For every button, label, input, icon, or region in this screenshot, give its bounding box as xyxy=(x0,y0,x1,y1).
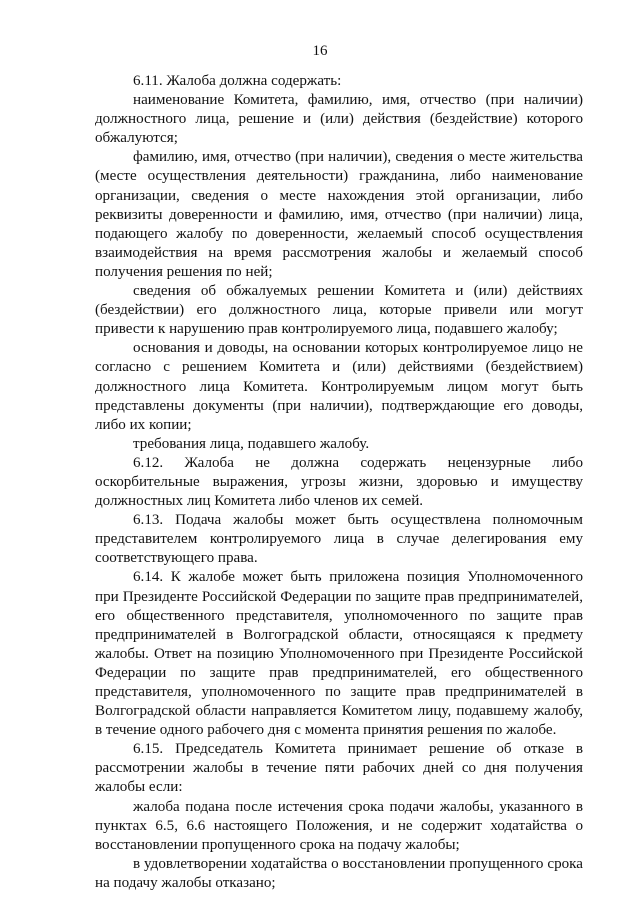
paragraph-grounds: основания и доводы, на основании которых контролируемое лицо не согласно с решением Комитета и (или) действиями (бездействием) должностного лица Комитета. Контролируемым лицом могут быть представлены документы (при наличии), подтверждающие его доводы, либо их копии; xyxy=(95,340,583,433)
paragraph-late-filing: жалоба подана после истечения срока подачи жалобы, указанного в пунктах 6.5, 6.6 настоящего Положения, и не содержит ходатайства о восстановлении пропущенного срока на подачу жалобы; xyxy=(95,798,583,853)
paragraph-6-13: 6.13. Подача жалобы может быть осуществлена полномочным представителем контролируемого лица в случае делегирования ему соответствующего права. xyxy=(95,512,583,567)
paragraph-6-11: 6.11. Жалоба должна содержать: xyxy=(133,73,342,89)
paragraph-complaint-subject: наименование Комитета, фамилию, имя, отчество (при наличии) должностного лица, решение и (или) действия (бездействие) которого обжалуются; xyxy=(95,92,583,147)
paragraph-complainant-details: фамилию, имя, отчество (при наличии), сведения о месте жительства (месте осуществления деятельности) гражданина, либо наименование организации, сведения о месте нахождения этой организации, либо реквизиты доверенности и фамилию, имя, отчество (при наличии) лица, подающего жалобу по доверенности, желаемый способ осуществления взаимодействия на время рассмотрения жалобы и желаемый способ получения решения по ней; xyxy=(95,149,583,280)
paragraph-petition-denied: в удовлетворении ходатайства о восстановлении пропущенного срока на подачу жалобы отказано; xyxy=(95,855,583,891)
paragraph-requirements: требования лица, подавшего жалобу. xyxy=(133,435,370,452)
paragraph-6-15: 6.15. Председатель Комитета принимает решение об отказе в рассмотрении жалобы в течение пяти рабочих дней со дня получения жалобы если: xyxy=(95,741,583,796)
paragraph-6-14: 6.14. К жалобе может быть приложена позиция Уполномоченного при Президенте Российской Федерации по защите прав предпринимателей, его общественного представителя, уполномоченного по защите прав предпринимателей в Волгоградской области, относящаяся к предмету жалобы. Ответ на позицию Уполномоченного при Президенте Российской Федерации по защите прав предпринимателей, его общественного представителя, уполномоченного по защите прав предпринимателей в Волгоградской области направляется Комитетом лицу, подавшему жалобу, в течение одного рабочего дня с момента принятия решения по жалобе. xyxy=(95,569,583,739)
document-body xyxy=(95,72,583,893)
page-number: 16 xyxy=(312,43,328,59)
paragraph-6-12: 6.12. Жалоба не должна содержать нецензурные либо оскорбительные выражения, угрозы жизни, здоровью и имуществу должностных лиц Комитета либо членов их семей. xyxy=(95,454,583,510)
paragraph-appealed-decisions: сведения об обжалуемых решении Комитета и (или) действиях (бездействии) его должностного лица, которые привели или могут привести к нарушению прав контролируемого лица, подавшего жалобу; xyxy=(95,283,583,338)
